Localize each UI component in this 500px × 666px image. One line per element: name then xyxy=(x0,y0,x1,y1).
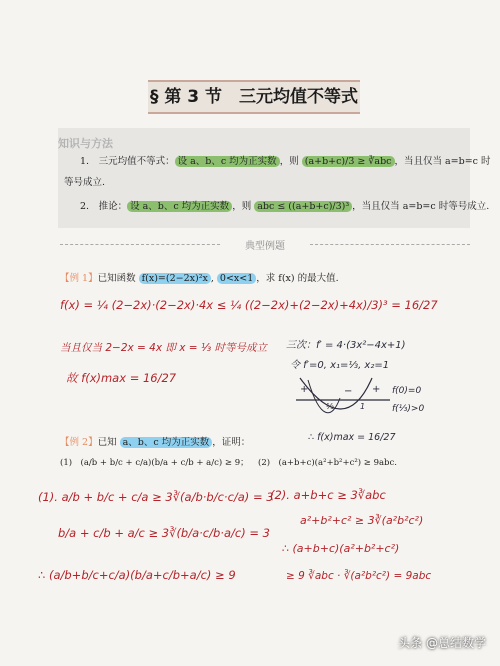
side-line1: 三次：f′ = 4·(3x²−4x+1) xyxy=(286,340,406,351)
sketch-minus: − xyxy=(344,386,353,397)
item1-prefix: 1. 三元均值不等式： xyxy=(80,156,175,167)
item1-continuation: 等号成立. xyxy=(64,177,106,188)
example-1-text-a: 已知函数 xyxy=(97,273,136,284)
watermark: 头条 @总结数学 xyxy=(398,636,486,650)
item2-highlight: 设 a、b、c 均为正实数 xyxy=(127,201,232,212)
item2-suffix: ，当且仅当 a=b=c 时等号成立. xyxy=(352,201,490,212)
example-1-text-b: ，求 f(x) 的最大值. xyxy=(256,273,339,284)
example-2-highlight: a、b、c 均为正实数 xyxy=(120,437,213,448)
example-1-domain: 0<x<1 xyxy=(217,273,256,284)
sketch-plus-right: + xyxy=(372,384,381,395)
example-2-part-2: (2) (a+b+c)(a²+b²+c²) ≥ 9abc. xyxy=(258,458,397,468)
hw2-part2-line2: a²+b²+c² ≥ 3∛(a²b²c²) xyxy=(300,514,424,527)
hw2-part1-line3: ∴ (a/b+b/c+c/a)(b/a+c/b+a/c) ≥ 9 xyxy=(38,568,236,582)
example-2-statement xyxy=(60,436,250,450)
example-1-function: f(x)=(2−2x)²x xyxy=(139,273,211,284)
item1-mid: ，则 xyxy=(279,156,299,167)
item2-prefix: 2. 推论： xyxy=(80,201,128,212)
side-line5: ∴ f(x)max = 16/27 xyxy=(308,432,396,443)
sketch-root-2: 1 xyxy=(360,402,366,411)
side-line4: f(⅓)>0 xyxy=(392,404,425,414)
example-2-part-1: (1) (a/b + b/c + c/a)(b/a + c/b + a/c) ≥ 9； xyxy=(60,458,249,468)
item2-mid: ，则 xyxy=(232,201,252,212)
hw1-line3: 故 f(x)max = 16/27 xyxy=(66,371,177,385)
example-2-text-a: 已知 xyxy=(97,437,117,448)
example-1-label: 【例 1】 xyxy=(60,273,98,284)
item1-highlight: 设 a、b、c 均为正实数 xyxy=(175,156,280,167)
item1-formula: (a+b+c)/3 ≥ ∛abc xyxy=(302,156,395,167)
hw2-part1-line1: (1). a/b + b/c + c/a ≥ 3∛(a/b·b/c·c/a) = 3 xyxy=(38,490,274,504)
sketch-curve xyxy=(308,380,340,413)
sketch-root-1: ⅓ xyxy=(326,402,334,411)
example-2-text-b: ，证明： xyxy=(212,437,251,448)
item2-formula: abc ≤ ((a+b+c)/3)³ xyxy=(254,201,352,212)
example-2-label: 【例 2】 xyxy=(60,437,98,448)
hw2-part2-line4: ≥ 9 ∛abc · ∛(a²b²c²) = 9abc xyxy=(286,570,432,582)
side-line2: 令 f′=0, x₁=⅓, x₂=1 xyxy=(290,360,390,371)
knowledge-header: 知识与方法 xyxy=(58,137,113,150)
item1-suffix: ，当且仅当 a=b=c 时 xyxy=(394,156,491,167)
side-line3: f(0)=0 xyxy=(392,386,422,396)
hw2-part2-line3: ∴ (a+b+c)(a²+b²+c²) xyxy=(282,542,400,555)
page-title: § 第 3 节 三元均值不等式 xyxy=(148,80,360,114)
section-heading: 典型例题 xyxy=(60,237,470,251)
sketch-plus-left: + xyxy=(300,384,309,395)
hw1-line2: 当且仅当 2−2x = 4x 即 x = ⅓ 时等号成立 xyxy=(60,342,267,354)
example-1-statement: 【例 1】已知函数 f(x)=(2−2x)²x , 0<x<1 ，求 f(x) 的最大值. xyxy=(60,273,339,284)
hw2-part2-line1: (2). a+b+c ≥ 3∛abc xyxy=(270,488,386,502)
hw1-line1: f(x) = ¼ (2−2x)·(2−2x)·4x ≤ ¼ ((2−2x)+(2−2x)+4x)/3)³ = 16/27 xyxy=(60,298,438,312)
hw2-part1-line2: b/a + c/b + a/c ≥ 3∛(b/a·c/b·a/c) = 3 xyxy=(58,526,270,540)
